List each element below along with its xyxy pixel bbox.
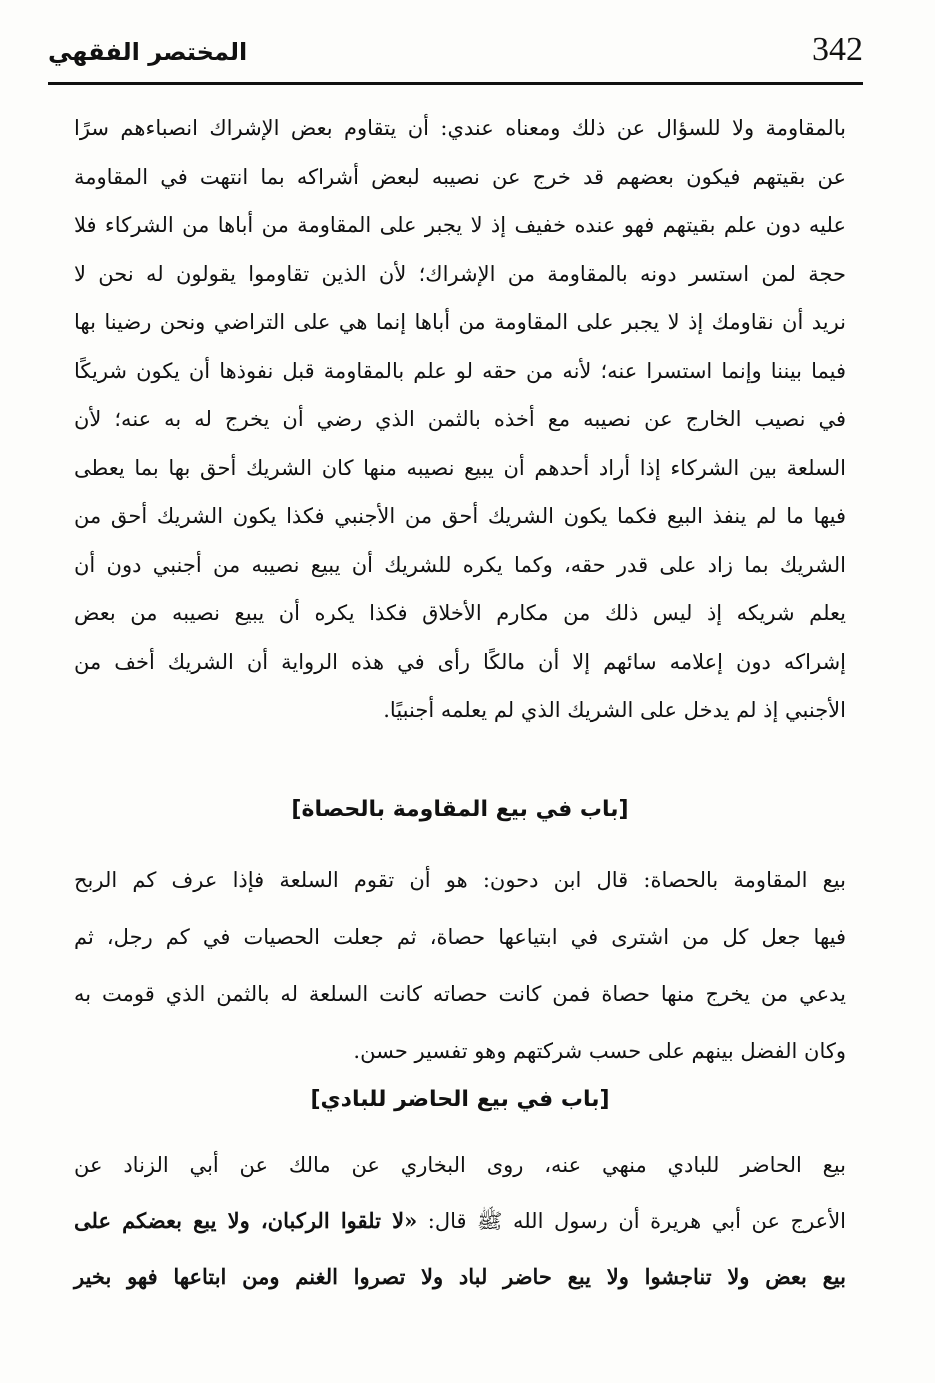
text-line: بيع الحاضر للبادي منهي عنه، روى البخاري عن مالك عن أبي الزناد عن [74,1153,846,1177]
text-line: بالمقاومة ولا للسؤال عن ذلك ومعناه عندي: أن يتقاوم بعض الإشراك انصباءهم سرًا [74,116,846,140]
text-line: الشريك بما زاد على قدر حقه، وكما يكره للشريك أن يبيع نصيبه من أجنبي دون أن [74,552,846,577]
text-line-with-hadith [74,1193,846,1249]
text-line: عن بقيتهم فيكون بعضهم قد خرج عن نصيبه لبعض أشراكه بما انتهت في المقاومة [74,164,846,189]
page-header [48,30,863,80]
running-title: المختصر الفقهي [48,38,248,66]
text-line: حجة لمن استسر دونه بالمقاومة من الإشراك؛ لأن الذين تقاوموا يقولون له نحن لا [74,261,846,286]
text-line: الأجنبي إذ لم يدخل على الشريك الذي لم يعلمه أجنبيًا. [383,698,846,722]
paragraph-town-dweller-sale [74,1138,846,1304]
hadith-quote-line: بيع بعض ولا تناجشوا ولا يبع حاضر لباد ولا تصروا الغنم ومن ابتاعها فهو بخير [74,1264,846,1289]
section-heading-town-dweller-sale: [باب في بيع الحاضر للبادي] [310,1087,610,1112]
header-rule [48,82,863,85]
text-line: يدعي من يخرج منها حصاة فمن كانت حصاته كانت السلعة له بالثمن الذي قومت به [74,982,846,1006]
text-line: عليه دون علم بقيتهم فهو عنده خفيف إذ لا يجبر على المقاومة من أباها من الشركاء فلا [74,213,846,237]
hadith-intro: الأعرج عن أبي هريرة أن رسول الله ﷺ قال: [417,1209,846,1233]
text-line: بيع المقاومة بالحصاة: قال ابن دحون: هو أن تقوم السلعة فإذا عرف كم الربح [74,868,846,892]
text-line: السلعة بين الشركاء إذا أراد أحدهم أن يبيع نصيبه منها كان الشريك أحق بها بما يعطى [74,455,846,480]
paragraph-pebble-sale [74,852,846,1080]
page-number: 342 [812,31,863,68]
text-line: وكان الفضل بينهم على حسب شركتهم وهو تفسير حسن. [353,1039,846,1063]
text-line: فيما بيننا وإنما استسرا عنه؛ لأنه من حقه لو علم بالمقاومة قبل نفوذها أن يكون شريكًا [74,358,846,383]
text-line: يعلم شريكه إذ ليس ذلك من مكارم الأخلاق فكذا يكره أن يبيع نصيبه من بعض [74,601,846,625]
hadith-quote: «لا تلقوا الركبان، ولا يبع بعضكم على [74,1208,418,1233]
text-line: إشراكه دون إعلامه سائهم إلا أن مالكًا رأى في هذه الرواية أن الشريك أخف من [74,649,846,674]
text-line: فيها جعل كل من اشترى في ابتياعها حصاة، ثم جعلت الحصيات في كم رجل، ثم [74,925,846,949]
text-line: في نصيب الخارج عن نصيبه مع أخذه بالثمن الذي رضي أن يخرج له به عنه؛ لأن [74,407,846,431]
paragraph-partnership [74,104,846,735]
text-line: نريد أن نقاومك إذ لا يجبر على المقاومة من أباها إنما هي على التراضي ونحن رضينا بها [74,310,846,334]
section-heading-pebble-sale: [باب في بيع المقاومة بالحصاة] [291,797,629,822]
text-line: فيها ما لم ينفذ البيع فكما يكون الشريك أحق من الأجنبي فكذا يكون الشريك أحق من [74,504,846,528]
